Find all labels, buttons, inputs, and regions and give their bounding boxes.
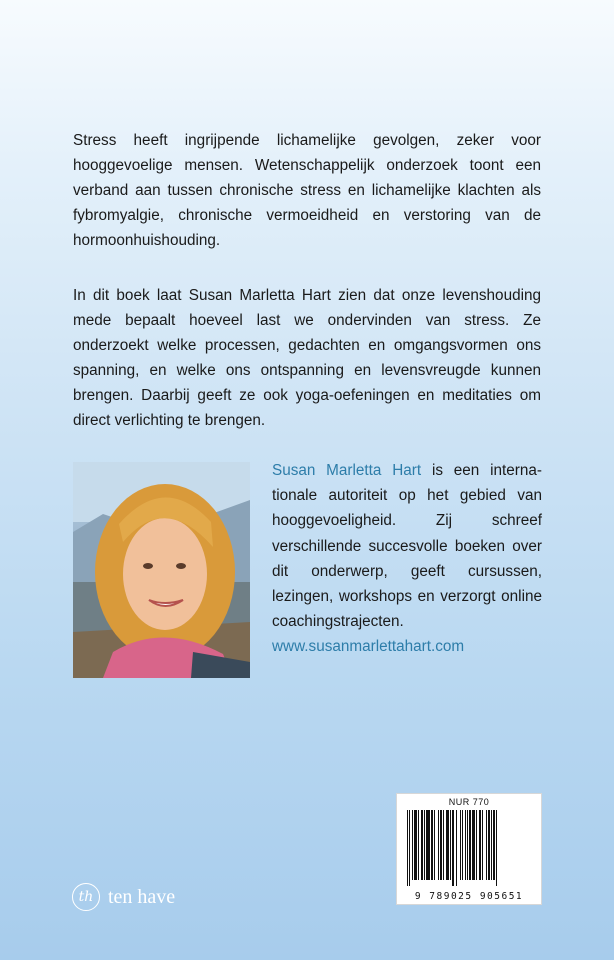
author-website-link[interactable]: www.susanmarlettahart.com <box>272 638 465 656</box>
barcode-bar <box>426 810 430 880</box>
barcode-bar <box>488 810 490 880</box>
barcode-bar <box>421 810 423 880</box>
barcode-bar <box>469 810 471 880</box>
barcode-bars <box>407 810 531 886</box>
author-bio <box>272 458 542 660</box>
barcode-bar <box>450 810 451 880</box>
publisher-monogram-icon: th <box>72 883 100 911</box>
barcode-bar <box>443 810 444 880</box>
barcode-bar <box>476 810 477 880</box>
barcode-bar <box>418 810 419 880</box>
barcode-bar <box>431 810 433 880</box>
publisher-name: ten have <box>108 885 176 908</box>
publisher-logo <box>72 880 175 914</box>
author-bio-text: is een internationale autoriteit op het gebied van hooggevoeligheid. Zij schreef verschillende succesvolle boeken over dit onderwerp, geeft cursussen, lezingen, workshops en verzorgt online coachingstrajecten. <box>272 462 543 631</box>
barcode-bar <box>479 810 481 880</box>
barcode-bar <box>424 810 425 880</box>
description-paragraph: In dit boek laat Susan Marletta Hart zien dat onze levenshouding mede bepaalt hoeveel last we ondervinden van stress. Ze onderzoekt welke processen, gedachten en omgangsvormen ons spanning, en welke ons ontspanning en levensvreugde kunnen brengen. Daarbij geeft ze ook yoga-oefeningen en meditaties om direct verlichting te brengen. <box>73 287 541 429</box>
barcode-bar <box>434 810 435 880</box>
nur-code: NUR 770 <box>448 797 490 807</box>
isbn-number: 9 789025 905651 <box>414 891 524 902</box>
barcode-bar <box>456 810 457 886</box>
barcode-bar <box>452 810 454 886</box>
barcode-bar <box>472 810 475 880</box>
barcode-bar <box>496 810 497 886</box>
barcode-bar <box>409 810 410 886</box>
barcode-bar <box>446 810 449 880</box>
author-name: Susan Marletta Hart <box>272 462 422 479</box>
barcode-bar <box>467 810 468 880</box>
barcode-bar <box>462 810 463 880</box>
barcode-bar <box>493 810 495 880</box>
barcode-bar <box>438 810 439 880</box>
barcode-bar <box>412 810 413 880</box>
author-photo <box>73 462 250 678</box>
barcode-bar <box>491 810 492 880</box>
barcode-bar <box>407 810 408 886</box>
barcode-bar <box>486 810 487 880</box>
intro-paragraph: Stress heeft ingrijpende lichamelijke gevolgen, zeker voor hooggevoelige mensen. Wetenschappelijk onderzoek toont een verband aan tussen chronische stress en lichamelijke klachten als fybromyalgie, chronische vermoeidheid en verstoring van de hormoonhuishouding. <box>73 132 541 249</box>
barcode-bar <box>460 810 461 880</box>
barcode-bar <box>440 810 442 880</box>
barcode-bar <box>465 810 466 880</box>
barcode-box <box>396 793 542 905</box>
barcode-bar <box>482 810 483 880</box>
barcode-bar <box>414 810 417 880</box>
